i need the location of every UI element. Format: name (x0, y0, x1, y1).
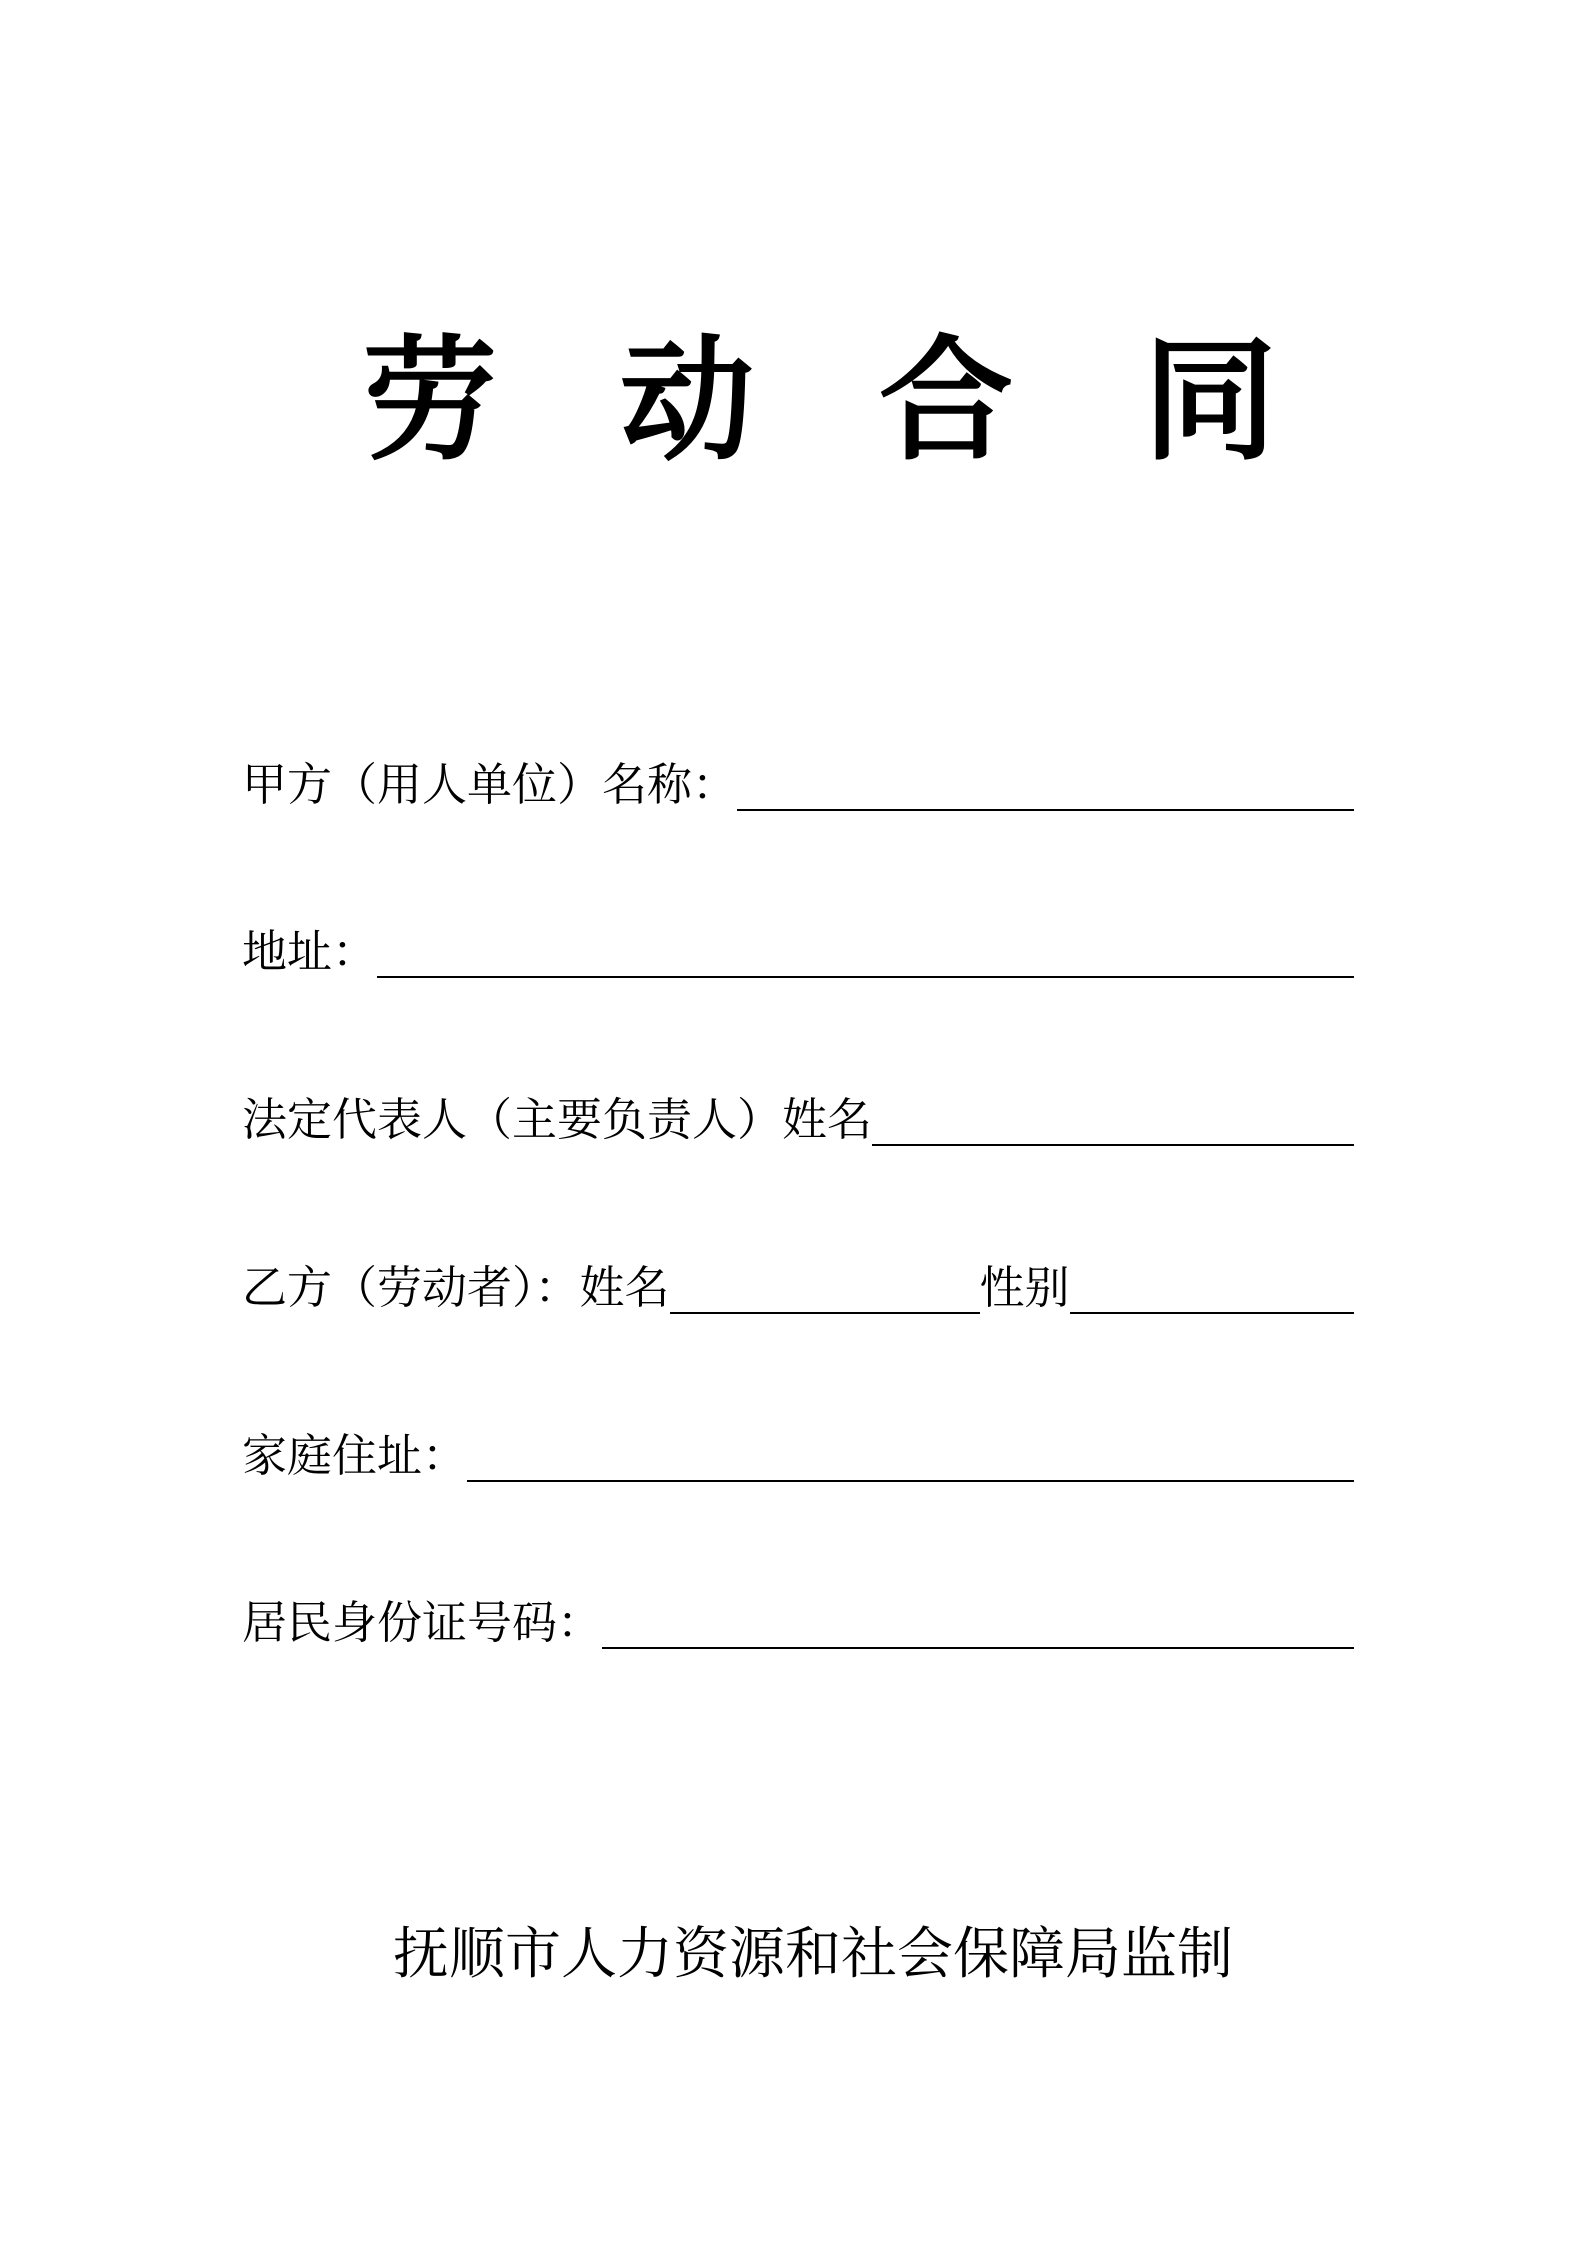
issuer-footer: 抚顺市人力资源和社会保障局监制 (393, 1922, 1233, 1987)
party-a-name-row (242, 745, 1354, 815)
party-b-name-field[interactable] (670, 1252, 980, 1314)
id-number-label: 居民身份证号码： (242, 1596, 603, 1649)
gender-field[interactable] (1070, 1252, 1354, 1314)
party-b-row (242, 1248, 1354, 1318)
address-field[interactable] (377, 916, 1354, 978)
home-address-field[interactable] (467, 1420, 1354, 1482)
gender-label: 性别 (979, 1261, 1070, 1314)
id-number-field[interactable] (602, 1587, 1354, 1649)
home-address-row (242, 1416, 1354, 1486)
legal-rep-label: 法定代表人（主要负责人）姓名 (242, 1093, 873, 1146)
title-char-3: 合 (878, 321, 1013, 479)
id-number-row (242, 1583, 1354, 1653)
legal-rep-name-field[interactable] (872, 1084, 1354, 1146)
title-char-1: 劳 (362, 321, 497, 479)
legal-rep-row (242, 1080, 1354, 1150)
document-title (0, 320, 1586, 480)
address-label: 地址： (242, 925, 378, 978)
party-a-name-field[interactable] (737, 749, 1354, 811)
address-row (242, 912, 1354, 982)
title-char-2: 动 (619, 321, 754, 479)
party-b-name-label: 乙方（劳动者）：姓名 (242, 1261, 670, 1314)
party-a-name-label: 甲方（用人单位）名称： (242, 758, 738, 811)
home-address-label: 家庭住址： (242, 1429, 468, 1482)
title-char-4: 同 (1142, 321, 1277, 479)
